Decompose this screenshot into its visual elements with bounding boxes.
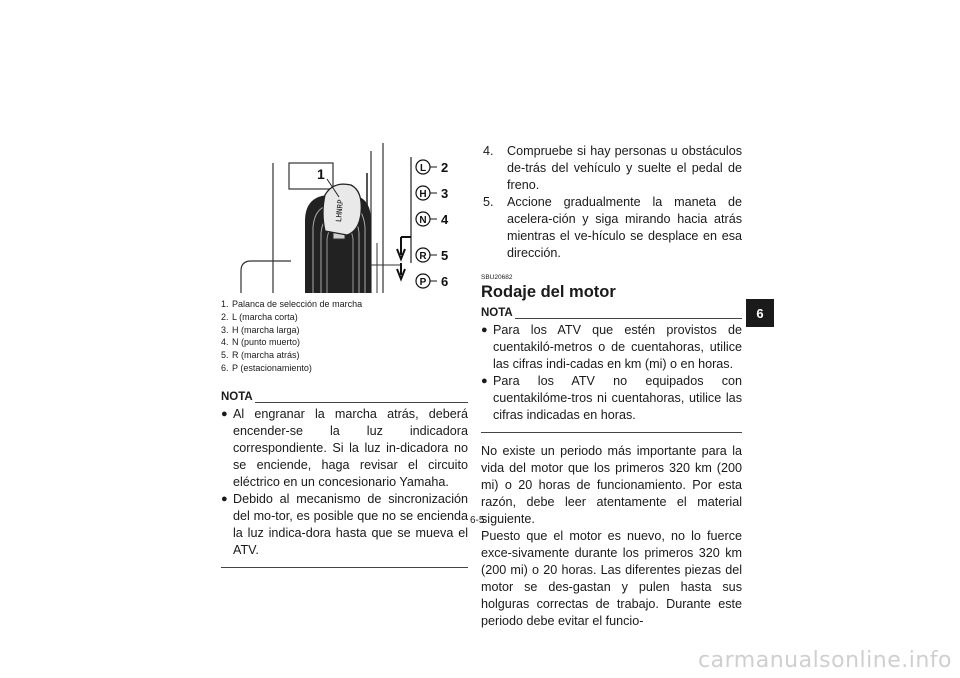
gear-selector-illustration bbox=[221, 143, 468, 293]
gear-letter-r: R bbox=[419, 251, 427, 262]
body-paragraph: No existe un periodo más importante para la vida del motor que los primeros 320 km (200 mi) o 20 horas de funcionamiento. Por esta razón, debe leer atentamente el material siguiente. bbox=[481, 444, 742, 526]
step-item: 5. Accione gradualmente la maneta de acelera-ción y siga mirando hacia atrás mientras el ve-hículo se desplace en esa dirección. bbox=[483, 195, 742, 260]
callout-1: 1 bbox=[317, 166, 325, 182]
caption-item: 4. N (punto muerto) bbox=[221, 337, 301, 348]
nota-end-rule bbox=[221, 567, 468, 568]
bullet-icon: ● bbox=[481, 324, 488, 336]
right-column bbox=[481, 143, 742, 630]
chapter-tab: 6 bbox=[746, 299, 774, 327]
nota-bullet: ● Para los ATV que estén provistos de cuentakiló-metros o de cuentahoras, utilice las cifras indi-cadas en km (mi) o en horas. bbox=[481, 323, 742, 371]
nota-bullet: ● Debido al mecanismo de sincronización del mo-tor, es posible que no se encienda la luz indica-dora hasta que se mueva el ATV. bbox=[221, 491, 468, 557]
page-number: 6-5 bbox=[470, 515, 485, 526]
nota-label: NOTA bbox=[481, 307, 513, 319]
caption-item: 3. H (marcha larga) bbox=[221, 324, 300, 335]
section-code: SBU20682 bbox=[481, 274, 513, 281]
nota-heading bbox=[221, 389, 468, 406]
caption-item: 5. R (marcha atrás) bbox=[221, 350, 300, 361]
step-item: 4. Compruebe si hay personas u obstáculos de-trás del vehículo y suelte el pedal de freno. bbox=[483, 144, 742, 192]
gear-letter-n: N bbox=[419, 215, 427, 226]
gear-num-2: 2 bbox=[441, 160, 449, 175]
caption-item: 1. Palanca de selección de marcha bbox=[221, 299, 363, 309]
nota-bullet: ● Al engranar la marcha atrás, deberá encender-se la luz indicadora correspondiente. Si la luz in-dicadora no se enciende, haga revisar el circuito eléctrico en un concesionario Yamaha. bbox=[221, 406, 468, 489]
section-title: Rodaje del motor bbox=[481, 283, 616, 301]
gear-num-4: 4 bbox=[441, 212, 449, 227]
caption-item: 6. P (estacionamiento) bbox=[221, 362, 312, 373]
watermark: carmanualsonline.info bbox=[698, 648, 952, 673]
left-column bbox=[221, 143, 468, 568]
gear-selector-figure bbox=[221, 143, 468, 293]
gear-num-3: 3 bbox=[441, 186, 449, 201]
nota-end-rule bbox=[481, 432, 742, 433]
nota-right-block bbox=[481, 305, 742, 433]
gear-letter-l: L bbox=[419, 163, 427, 174]
body-paragraph: Puesto que el motor es nuevo, no lo fuerce exce-sivamente durante los primeros 320 km (200 mi) o 20 horas. Las diferentes piezas del motor se des-gastan y pulen hasta sus holguras correctas de trabajo. Durante este periodo debe evitar el funcio- bbox=[481, 529, 742, 628]
gear-num-5: 5 bbox=[441, 248, 449, 263]
caption-item: 2. L (marcha corta) bbox=[221, 311, 298, 322]
bullet-icon: ● bbox=[481, 375, 488, 387]
nota-bullet: ● Para los ATV no equipados con cuentakilóme-tros ni cuentahoras, utilice las cifras indicadas en horas. bbox=[481, 374, 742, 422]
gear-letter-h: H bbox=[419, 189, 427, 200]
gear-letter-p: P bbox=[419, 277, 427, 288]
nota-heading bbox=[481, 305, 742, 322]
gear-num-6: 6 bbox=[441, 274, 449, 289]
nota-left-block bbox=[221, 389, 468, 568]
bullet-icon: ● bbox=[221, 492, 228, 505]
bullet-icon: ● bbox=[221, 407, 228, 420]
nota-label: NOTA bbox=[221, 390, 253, 403]
knob-gear-text: LHNRP bbox=[334, 199, 345, 223]
figure-captions bbox=[221, 298, 468, 375]
